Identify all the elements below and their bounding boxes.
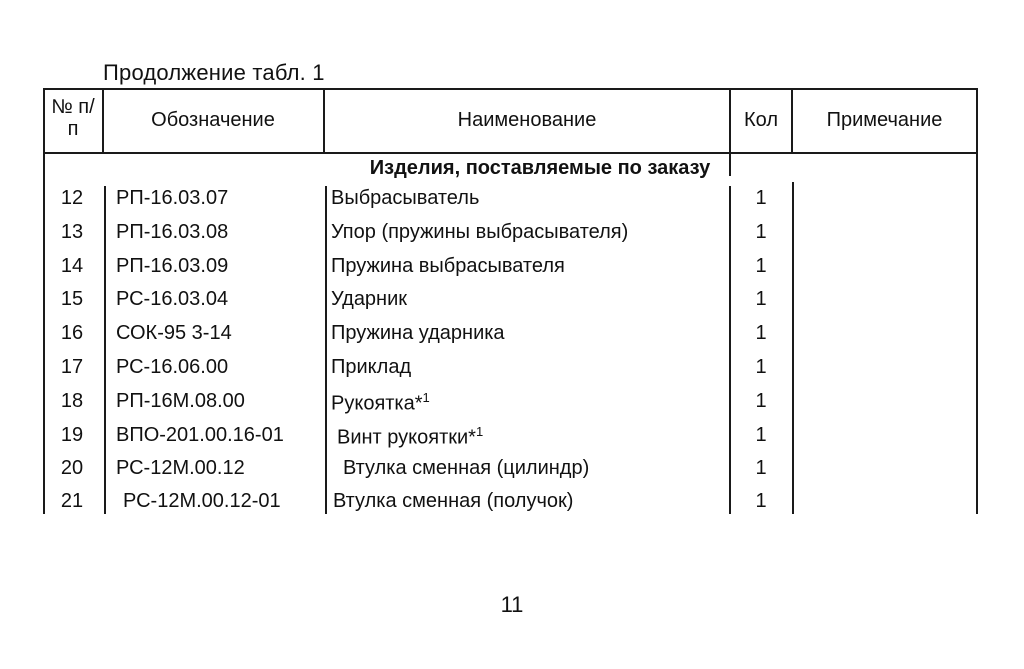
table-row (43, 255, 977, 289)
row-code: СОК-95 3-14 (116, 322, 232, 344)
row-qty: 1 (755, 255, 767, 277)
row-qty: 1 (755, 187, 767, 209)
row-qty: 1 (755, 490, 767, 512)
header-code: Обозначение (151, 109, 275, 131)
row-code: РС-16.06.00 (116, 356, 229, 378)
table-row (43, 490, 977, 524)
table-row (43, 221, 977, 255)
row-number: 20 (60, 457, 84, 479)
row-code: ВПО-201.00.16-01 (116, 424, 284, 446)
spec-table (43, 88, 977, 514)
row-number: 14 (60, 255, 84, 277)
header-qty: Кол (743, 109, 778, 131)
section-title: Изделия, поставляемые по заказу (369, 157, 711, 179)
table-row (43, 187, 977, 221)
row-number: 18 (60, 390, 84, 412)
row-code: РС-12М.00.12 (116, 457, 245, 479)
table-row (43, 390, 977, 424)
row-name: Пружина ударника (331, 322, 505, 344)
row-number: 15 (60, 288, 84, 310)
row-qty: 1 (755, 356, 767, 378)
table-row (43, 457, 977, 491)
row-qty: 1 (755, 288, 767, 310)
table-top-border (43, 88, 977, 90)
row-qty: 1 (755, 457, 767, 479)
row-name: Ударник (331, 288, 408, 310)
row-qty: 1 (755, 322, 767, 344)
row-name: Рукоятка*$^1$ (331, 390, 430, 415)
row-number: 16 (60, 322, 84, 344)
row-name: Винт рукоятки*$^1$ (337, 424, 484, 449)
row-qty: 1 (755, 221, 767, 243)
row-number: 13 (60, 221, 84, 243)
row-name: Пружина выбрасывателя (331, 255, 565, 277)
table-row (43, 424, 977, 458)
row-number: 12 (60, 187, 84, 209)
page-number: 11 (500, 592, 524, 617)
row-name: Упор (пружины выбрасывателя) (331, 221, 629, 243)
table-row (43, 288, 977, 322)
row-name: Втулка сменная (получок) (333, 490, 574, 512)
table-caption: Продолжение табл. 1 (103, 60, 325, 85)
row-code: РС-16.03.04 (116, 288, 229, 310)
table-row (43, 322, 977, 356)
row-code: РП-16.03.09 (116, 255, 229, 277)
row-number: 19 (60, 424, 84, 446)
row-qty: 1 (755, 424, 767, 446)
header-name: Наименование (457, 109, 597, 131)
row-code: РП-16.03.08 (116, 221, 229, 243)
header-note: Примечание (826, 109, 943, 131)
header-num: № п/п (51, 96, 95, 140)
row-name: Приклад (331, 356, 412, 378)
row-name: Втулка сменная (цилиндр) (343, 457, 590, 479)
row-code: РС-12М.00.12-01 (123, 490, 281, 512)
row-name: Выбрасыватель (331, 187, 480, 209)
row-code: РП-16М.08.00 (116, 390, 245, 412)
header-bottom-border (43, 152, 977, 154)
table-row (43, 356, 977, 390)
row-qty: 1 (755, 390, 767, 412)
row-number: 21 (60, 490, 84, 512)
row-number: 17 (60, 356, 84, 378)
row-code: РП-16.03.07 (116, 187, 229, 209)
